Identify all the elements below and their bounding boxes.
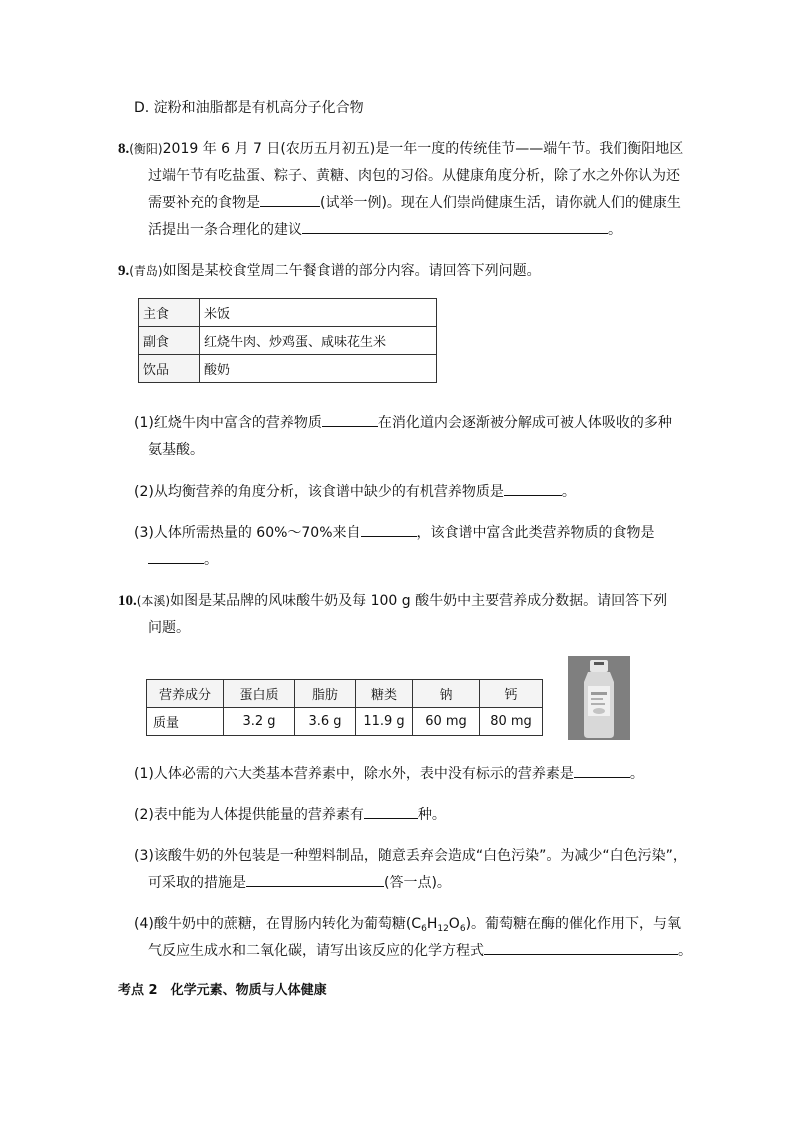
table-cell: 饮品 bbox=[139, 355, 200, 383]
option-d: D. 淀粉和油脂都是有机高分子化合物 bbox=[134, 100, 364, 116]
table-cell: 副食 bbox=[139, 327, 200, 355]
table-header-cell: 钙 bbox=[480, 680, 543, 708]
question-text: ，该食谱中富含此类营养物质的食物是 bbox=[416, 525, 655, 541]
table-row bbox=[139, 355, 437, 383]
question-text: (4)酸牛奶中的蔗糖，在胃肠内转化为葡萄糖(C bbox=[134, 916, 422, 932]
question-text: 。 bbox=[678, 943, 692, 959]
yogurt-bottle-image bbox=[568, 656, 630, 740]
table-header-cell: 蛋白质 bbox=[224, 680, 295, 708]
question-source: (青岛) bbox=[129, 264, 163, 278]
question-text: 可采取的措施是 bbox=[148, 875, 246, 891]
answer-blank[interactable] bbox=[361, 522, 417, 537]
nutrition-table bbox=[146, 679, 543, 736]
table-cell: 红烧牛肉、炒鸡蛋、咸味花生米 bbox=[200, 327, 437, 355]
question-text: 2019 年 6 月 7 日(农历五月初五)是一年一度的传统佳节——端午节。我们衡阳地区 bbox=[162, 141, 684, 157]
question-number: 10. bbox=[118, 593, 137, 609]
formula-element: O bbox=[448, 916, 460, 932]
question-text: 。 bbox=[629, 766, 644, 782]
question-text: (3)人体所需热量的 60%～70%来自 bbox=[134, 525, 361, 541]
question-number: 8. bbox=[118, 141, 130, 157]
subscript: 6 bbox=[459, 924, 466, 934]
answer-blank[interactable] bbox=[364, 804, 418, 819]
question-text: 氨基酸。 bbox=[148, 442, 204, 458]
table-cell: 质量 bbox=[147, 708, 224, 736]
question-text: )。葡萄糖在酶的催化作用下，与氧 bbox=[465, 916, 682, 932]
question-text: 种。 bbox=[417, 807, 446, 823]
answer-blank[interactable] bbox=[302, 219, 608, 234]
question-text: (1)人体必需的六大类基本营养素中，除水外，表中没有标示的营养素是 bbox=[134, 766, 574, 782]
question-text: 活提出一条合理化的建议 bbox=[148, 222, 302, 238]
question-text: (3)该酸牛奶的外包装是一种塑料制品，随意丢弃会造成“白色污染”。为减少“白色污染”， bbox=[134, 848, 687, 864]
question-source: (本溪) bbox=[136, 594, 171, 608]
table-row bbox=[147, 708, 543, 736]
question-text: 需要补充的食物是 bbox=[148, 195, 260, 211]
answer-blank[interactable] bbox=[484, 940, 678, 955]
question-text: (试举一例)。现在人们崇尚健康生活，请你就人们的健康生 bbox=[320, 195, 681, 211]
question-text: (2)表中能为人体提供能量的营养素有 bbox=[134, 807, 364, 823]
answer-blank[interactable] bbox=[504, 481, 562, 496]
question-source: (衡阳) bbox=[129, 142, 163, 156]
answer-blank[interactable] bbox=[246, 872, 384, 887]
question-text: (2)从均衡营养的角度分析，该食谱中缺少的有机营养物质是 bbox=[134, 484, 504, 500]
answer-blank[interactable] bbox=[322, 412, 378, 427]
subscript: 12 bbox=[437, 924, 449, 934]
question-text: 。 bbox=[561, 484, 576, 500]
question-text: (1)红烧牛肉中富含的营养物质 bbox=[134, 415, 322, 431]
question-text: 过端午节有吃盐蛋、粽子、黄糖、肉包的习俗。从健康角度分析，除了水之外你认为还 bbox=[148, 168, 680, 184]
question-text: (答一点)。 bbox=[384, 875, 451, 891]
subscript: 6 bbox=[421, 924, 427, 934]
section-heading: 考点 2 化学元素、物质与人体健康 bbox=[118, 983, 327, 998]
question-text: 。 bbox=[608, 222, 622, 238]
question-text: 在消化道内会逐渐被分解成可被人体吸收的多种 bbox=[377, 415, 672, 431]
menu-table bbox=[138, 298, 437, 383]
question-text: 问题。 bbox=[148, 620, 190, 636]
yogurt-bottle-illustration bbox=[568, 656, 630, 740]
answer-blank[interactable] bbox=[574, 763, 630, 778]
formula-element: H bbox=[426, 916, 438, 932]
question-text: 如图是某品牌的风味酸牛奶及每 100 g 酸牛奶中主要营养成分数据。请回答下列 bbox=[170, 593, 668, 609]
table-cell: 主食 bbox=[139, 299, 200, 327]
table-cell: 3.6 g bbox=[295, 708, 356, 736]
question-number: 9. bbox=[118, 263, 130, 279]
table-cell: 11.9 g bbox=[356, 708, 413, 736]
question-text: 。 bbox=[204, 552, 218, 568]
table-cell: 60 mg bbox=[413, 708, 480, 736]
table-header-cell: 营养成分 bbox=[147, 680, 224, 708]
table-cell: 80 mg bbox=[480, 708, 543, 736]
table-header-cell: 糖类 bbox=[356, 680, 413, 708]
question-text: 如图是某校食堂周二午餐食谱的部分内容。请回答下列问题。 bbox=[162, 263, 541, 279]
table-row bbox=[139, 327, 437, 355]
table-cell: 米饭 bbox=[200, 299, 437, 327]
table-header-cell: 脂肪 bbox=[295, 680, 356, 708]
table-row bbox=[139, 299, 437, 327]
table-header-row bbox=[147, 680, 543, 708]
table-header-cell: 钠 bbox=[413, 680, 480, 708]
table-cell: 3.2 g bbox=[224, 708, 295, 736]
table-cell: 酸奶 bbox=[200, 355, 437, 383]
answer-blank[interactable] bbox=[148, 549, 204, 564]
question-text: 气反应生成水和二氧化碳，请写出该反应的化学方程式 bbox=[148, 943, 484, 959]
answer-blank[interactable] bbox=[260, 192, 320, 207]
